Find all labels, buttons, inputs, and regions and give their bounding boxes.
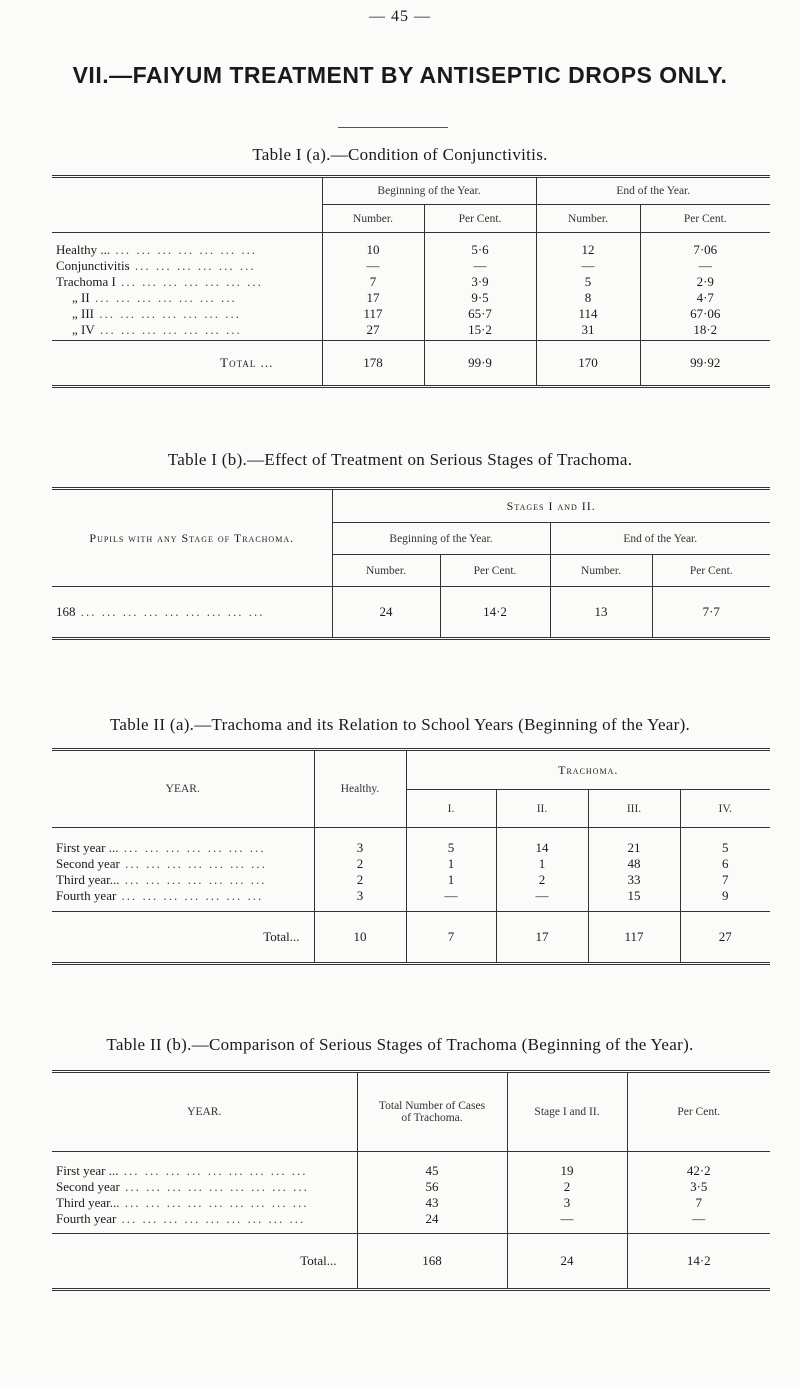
table-cell: — bbox=[692, 1210, 706, 1226]
page-number: — 45 — bbox=[369, 8, 431, 25]
table-cell: 5·6 bbox=[471, 241, 489, 257]
table-row-label: First year ... ... ... ... ... ... ... ... ... ... bbox=[56, 1162, 308, 1178]
col-head: IV. bbox=[680, 790, 770, 828]
table-cell: 65·7 bbox=[468, 305, 492, 321]
heading-rule bbox=[338, 127, 448, 128]
table-cell: 31 bbox=[581, 321, 595, 337]
table-cell: 5 bbox=[722, 839, 729, 855]
table-cell: 56 bbox=[425, 1178, 439, 1194]
table-cell: 4·7 bbox=[696, 289, 714, 305]
table-cell: 33 bbox=[627, 871, 641, 887]
col-group-end: End of the Year. bbox=[536, 177, 770, 205]
table-cell: — bbox=[473, 257, 487, 273]
table-2b-caption: Table II (b).—Comparison of Serious Stages of Trachoma (Beginning of the Year). bbox=[106, 1035, 694, 1054]
table-1b bbox=[52, 487, 770, 640]
table-cell: 14·2 bbox=[440, 587, 550, 639]
table-cell: 45 bbox=[425, 1162, 439, 1178]
table-cell: — bbox=[535, 887, 549, 903]
table-cell: 24 bbox=[425, 1210, 439, 1226]
table-cell: 27 bbox=[366, 321, 380, 337]
total-cell: 99·9 bbox=[424, 341, 536, 387]
col-head: II. bbox=[496, 790, 588, 828]
table-cell: 15 bbox=[627, 887, 641, 903]
total-cell: 117 bbox=[588, 912, 680, 964]
table-cell: — bbox=[698, 257, 712, 273]
table-row-label: Conjunctivitis ... ... ... ... ... ... bbox=[56, 257, 256, 273]
table-cell: 7 bbox=[722, 871, 729, 887]
table-cell: 10 bbox=[366, 241, 380, 257]
total-label: Total... bbox=[300, 1253, 337, 1268]
col-head: Per Cent. bbox=[627, 1072, 770, 1152]
table-cell: 17 bbox=[366, 289, 380, 305]
total-cell: 168 bbox=[357, 1234, 507, 1290]
total-cell: 178 bbox=[322, 341, 424, 387]
table-cell: 1 bbox=[538, 855, 546, 871]
section-heading: VII.—FAIYUM TREATMENT BY ANTISEPTIC DROPS ONLY. bbox=[72, 62, 728, 88]
table-cell: 24 bbox=[332, 587, 440, 639]
table-cell: 13 bbox=[550, 587, 652, 639]
table-2b bbox=[52, 1070, 770, 1291]
total-cell: 10 bbox=[314, 912, 406, 964]
table-1a bbox=[52, 175, 770, 388]
col-head: Total Number of Cases of Trachoma. bbox=[357, 1072, 507, 1152]
table-1b-caption: Table I (b).—Effect of Treatment on Serious Stages of Trachoma. bbox=[167, 450, 633, 469]
table-cell: 114 bbox=[578, 305, 598, 321]
col-head: Number. bbox=[536, 205, 640, 233]
table-cell: 12 bbox=[581, 241, 595, 257]
table-cell: 15·2 bbox=[468, 321, 492, 337]
total-cell: 17 bbox=[496, 912, 588, 964]
total-cell: 99·92 bbox=[640, 341, 770, 387]
col-head: Per Cent. bbox=[652, 555, 770, 587]
table-cell: 3 bbox=[356, 887, 364, 903]
table-cell: 5 bbox=[447, 839, 455, 855]
table-cell: 2 bbox=[356, 871, 364, 887]
table-row-label: Trachoma I ... ... ... ... ... ... ... bbox=[56, 273, 263, 289]
total-cell: 27 bbox=[680, 912, 770, 964]
col-head: Per Cent. bbox=[440, 555, 550, 587]
total-label: Total ... bbox=[220, 355, 274, 370]
row-head: YEAR. bbox=[187, 1106, 222, 1118]
table-cell: 5 bbox=[584, 273, 592, 289]
col-head: Per Cent. bbox=[640, 205, 770, 233]
col-head: Number. bbox=[322, 205, 424, 233]
table-cell: 2 bbox=[563, 1178, 571, 1194]
table-cell: 6 bbox=[722, 855, 729, 871]
table-cell: 14 bbox=[535, 839, 549, 855]
table-row-label: „ III ... ... ... ... ... ... ... bbox=[72, 305, 242, 321]
table-cell: 3·5 bbox=[690, 1178, 708, 1194]
col-group-beginning: Beginning of the Year. bbox=[332, 523, 550, 555]
row-head: YEAR. bbox=[165, 783, 200, 795]
table-cell: — bbox=[444, 887, 458, 903]
col-group-beginning: Beginning of the Year. bbox=[322, 177, 536, 205]
col-head: Per Cent. bbox=[424, 205, 536, 233]
table-cell: 1 bbox=[447, 855, 455, 871]
total-cell: 170 bbox=[536, 341, 640, 387]
table-cell: 18·2 bbox=[693, 321, 718, 337]
table-cell: 117 bbox=[363, 305, 383, 321]
table-cell: 3 bbox=[356, 839, 364, 855]
total-cell: 7 bbox=[406, 912, 496, 964]
total-cell: 14·2 bbox=[627, 1234, 770, 1290]
table-row-label: Second year ... ... ... ... ... ... ... bbox=[56, 855, 267, 871]
table-row-label: Third year... ... ... ... ... ... ... ... bbox=[56, 871, 267, 887]
table-cell: 7 bbox=[695, 1194, 702, 1210]
total-label: Total... bbox=[263, 929, 300, 944]
table-row-label: Healthy ... ... ... ... ... ... ... ... bbox=[56, 241, 258, 257]
group-head: Stages I and II. bbox=[332, 489, 770, 523]
table-cell: 7·06 bbox=[693, 241, 718, 257]
table-cell: 67·06 bbox=[690, 305, 721, 321]
col-head: I. bbox=[406, 790, 496, 828]
table-2a-caption: Table II (a).—Trachoma and its Relation to School Years (Beginning of the Year). bbox=[109, 715, 691, 734]
table-1a-caption: Table I (a).—Condition of Conjunctivitis. bbox=[252, 145, 548, 164]
table-row-label: Third year... ... ... ... ... ... ... ... ... ... bbox=[56, 1194, 309, 1210]
table-cell: 43 bbox=[425, 1194, 439, 1210]
table-cell: 2 bbox=[538, 871, 546, 887]
table-cell: 3·9 bbox=[471, 273, 489, 289]
table-cell: 1 bbox=[447, 871, 455, 887]
row-head: Pupils with any Stage of Trachoma. bbox=[89, 530, 295, 545]
table-cell: 9 bbox=[722, 887, 729, 903]
table-row-label: „ IV ... ... ... ... ... ... ... bbox=[72, 321, 242, 337]
table-2a bbox=[52, 748, 770, 965]
table-row-label: First year ... ... ... ... ... ... ... ... bbox=[56, 839, 266, 855]
table-row-label: Fourth year ... ... ... ... ... ... ... ... ... bbox=[56, 1210, 306, 1226]
table-cell: 19 bbox=[560, 1162, 574, 1178]
table-cell: 48 bbox=[627, 855, 641, 871]
col-group-end: End of the Year. bbox=[550, 523, 770, 555]
table-cell: 42·2 bbox=[686, 1162, 711, 1178]
total-cell: 24 bbox=[507, 1234, 627, 1290]
col-head: Number. bbox=[550, 555, 652, 587]
table-cell: 3 bbox=[563, 1194, 571, 1210]
table-cell: — bbox=[581, 257, 595, 273]
table-cell: 9·5 bbox=[471, 289, 489, 305]
table-row-label: 168 ... ... ... ... ... ... ... ... ... bbox=[56, 604, 265, 619]
col-head: Stage I and II. bbox=[507, 1072, 627, 1152]
col-head: III. bbox=[588, 790, 680, 828]
table-row-label: Fourth year ... ... ... ... ... ... ... bbox=[56, 887, 264, 903]
healthy-head: Healthy. bbox=[314, 750, 406, 828]
table-cell: 8 bbox=[584, 289, 592, 305]
table-cell: 7·7 bbox=[652, 587, 770, 639]
group-head: Trachoma. bbox=[406, 750, 770, 790]
table-cell: 2 bbox=[356, 855, 364, 871]
table-cell: 2·9 bbox=[696, 273, 714, 289]
table-row-label: Second year ... ... ... ... ... ... ... ... ... bbox=[56, 1178, 309, 1194]
table-cell: 7 bbox=[369, 273, 377, 289]
table-row-label: „ II ... ... ... ... ... ... ... bbox=[72, 289, 237, 305]
col-head: Number. bbox=[332, 555, 440, 587]
table-cell: — bbox=[366, 257, 380, 273]
table-cell: — bbox=[560, 1210, 574, 1226]
table-cell: 21 bbox=[627, 839, 641, 855]
